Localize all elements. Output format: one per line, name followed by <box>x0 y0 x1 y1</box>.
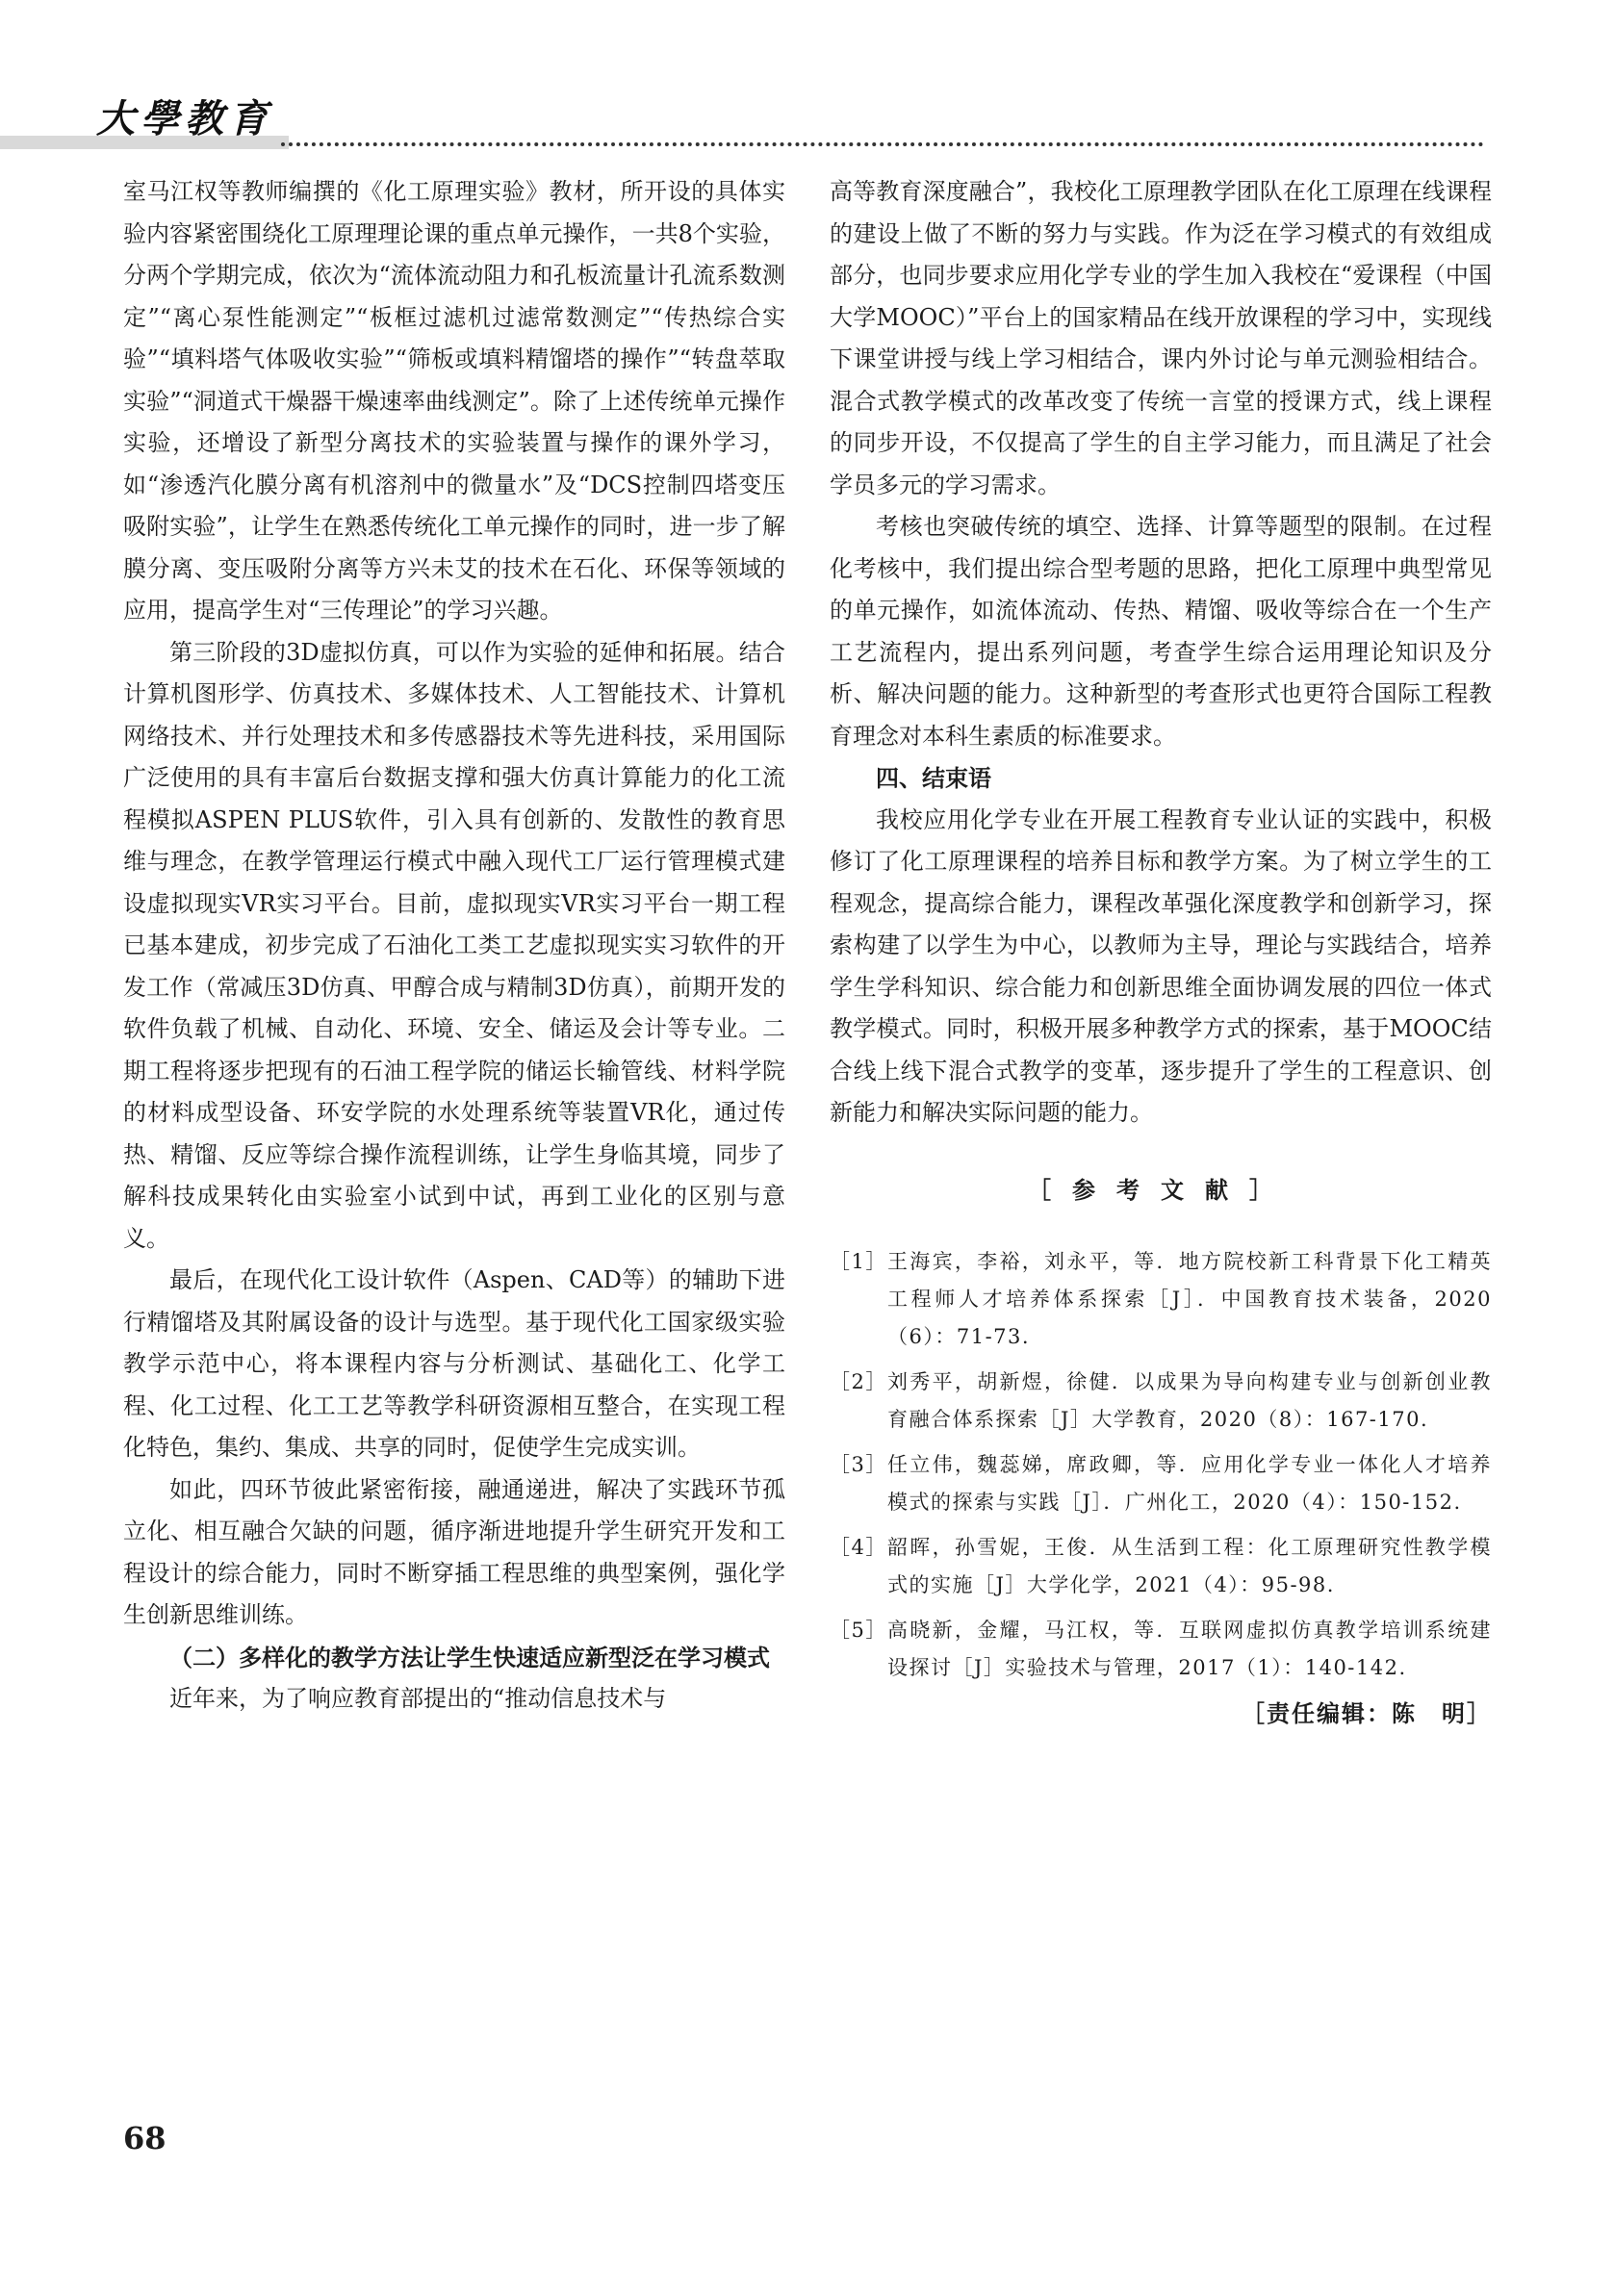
left-paragraph-1: 室马江权等教师编撰的《化工原理实验》教材，所开设的具体实验内容紧密围绕化工原理理论课的重点单元操作，一共8个实验，分两个学期完成，依次为“流体流动阻力和孔板流量计孔流系数测定”“离心泵性能测定”“板框过滤机过滤常数测定”“传热综合实验”“填料塔气体吸收实验”“筛板或填料精馏塔的操作”“转盘萃取实验”“洞道式干燥器干燥速率曲线测定”。除了上述传统单元操作实验，还增设了新型分离技术的实验装置与操作的课外学习，如“渗透汽化膜分离有机溶剂中的微量水”及“DCS控制四塔变压吸附实验”，让学生在熟悉传统化工单元操作的同时，进一步了解膜分离、变压吸附分离等方兴未艾的技术在石化、环保等领域的应用，提高学生对“三传理论”的学习兴趣。 <box>123 178 785 624</box>
right-paragraph-1: 高等教育深度融合”，我校化工原理教学团队在化工原理在线课程的建设上做了不断的努力与实践。作为泛在学习模式的有效组成部分，也同步要求应用化学专业的学生加入我校在“爱课程（中国大学MOOC）”平台上的国家精品在线开放课程的学习中，实现线下课堂讲授与线上学习相结合，课内外讨论与单元测验相结合。混合式教学模式的改革改变了传统一言堂的授课方式，线上课程的同步开设，不仅提高了学生的自主学习能力，而且满足了社会学员多元的学习需求。 <box>830 178 1492 498</box>
reference-text: 任立伟，魏蕊娣，席政卿，等．应用化学专业一体化人才培养模式的探索与实践［J］．广州化工，2020（4）：150-152. <box>887 1452 1492 1514</box>
right-paragraph-2: 考核也突破传统的填空、选择、计算等题型的限制。在过程化考核中，我们提出综合型考题的思路，把化工原理中典型常见的单元操作，如流体流动、传热、精馏、吸收等综合在一个生产工艺流程内，提出系列问题，考查学生综合运用理论知识及分析、解决问题的能力。这种新型的考查形式也更符合国际工程教育理念对本科生素质的标准要求。 <box>830 513 1492 750</box>
subsection-heading: （二）多样化的教学方法让学生快速适应新型泛在学习模式 <box>169 1643 770 1671</box>
reference-item <box>830 1446 1492 1521</box>
page-number: 68 <box>123 2120 167 2156</box>
reference-text: 韶晖，孙雪妮，王俊．从生活到工程：化工原理研究性教学模式的实施［J］大学化学，2021（4）：95-98. <box>887 1535 1492 1596</box>
reference-item <box>830 1243 1492 1356</box>
reference-text: 刘秀平，胡新煜，徐健．以成果为导向构建专业与创新创业教育融合体系探索［J］大学教育，2020（8）：167-170. <box>887 1369 1492 1431</box>
masthead <box>0 89 1614 146</box>
left-column <box>123 171 785 2057</box>
reference-number: ［1］ <box>830 1249 887 1273</box>
header-dotted-rule <box>281 142 1484 146</box>
reference-item <box>830 1529 1492 1604</box>
left-paragraph-5: 近年来，为了响应教育部提出的“推动信息技术与 <box>169 1685 667 1712</box>
references-title: ［参考文献］ <box>1028 1175 1294 1204</box>
reference-number: ［5］ <box>830 1618 887 1642</box>
reference-number: ［4］ <box>830 1535 887 1559</box>
reference-text: 王海宾，李裕，刘永平，等．地方院校新工科背景下化工精英工程师人才培养体系探索［J］．中国教育技术装备，2020（6）：71-73. <box>887 1249 1492 1348</box>
left-paragraph-3: 最后，在现代化工设计软件（Aspen、CAD等）的辅助下进行精馏塔及其附属设备的设计与选型。基于现代化工国家级实验教学示范中心，将本课程内容与分析测试、基础化工、化学工程、化工过程、化工工艺等教学科研资源相互整合，在实现工程化特色，集约、集成、共享的同时，促使学生完成实训。 <box>123 1266 785 1461</box>
left-paragraph-2: 第三阶段的3D虚拟仿真，可以作为实验的延伸和拓展。结合计算机图形学、仿真技术、多媒体技术、人工智能技术、计算机网络技术、并行处理技术和多传感器技术等先进科技，采用国际广泛使用的具有丰富后台数据支撑和强大仿真计算能力的化工流程模拟ASPEN PLUS软件，引入具有创新的、发散性的教育思维与理念，在教学管理运行模式中融入现代工厂运行管理模式建设虚拟现实VR实习平台。目前，虚拟现实VR实习平台一期工程已基本建成，初步完成了石油化工类工艺虚拟现实实习软件的开发工作（常减压3D仿真、甲醇合成与精制3D仿真），前期开发的软件负载了机械、自动化、环境、安全、储运及会计等专业。二期工程将逐步把现有的石油工程学院的储运长输管线、材料学院的材料成型设备、环安学院的水处理系统等装置VR化，通过传热、精馏、反应等综合操作流程训练，让学生身临其境，同步了解科技成果转化由实验室小试到中试，再到工业化的区别与意义。 <box>123 638 785 1252</box>
reference-item <box>830 1364 1492 1439</box>
journal-name: 大學教育 <box>96 96 273 141</box>
left-paragraph-4: 如此，四环节彼此紧密衔接，融通递进，解决了实践环节孤立化、相互融合欠缺的问题，循序渐进地提升学生研究开发和工程设计的综合能力，同时不断穿插工程思维的典型案例，强化学生创新思维训练。 <box>123 1475 785 1628</box>
section-heading-conclusion: 四、结束语 <box>876 764 991 792</box>
reference-item <box>830 1612 1492 1687</box>
reference-text: 高晓新，金耀，马江权，等．互联网虚拟仿真教学培训系统建设探讨［J］实验技术与管理，2017（1）：140-142. <box>887 1618 1492 1679</box>
reference-number: ［3］ <box>830 1452 887 1476</box>
right-column <box>830 171 1492 2057</box>
responsible-editor: ［责任编辑：陈 明］ <box>1242 1698 1492 1727</box>
right-paragraph-3: 我校应用化学专业在开展工程教育专业认证的实践中，积极修订了化工原理课程的培养目标和教学方案。为了树立学生的工程观念，提高综合能力，课程改革强化深度教学和创新学习，探索构建了以学生为中心，以教师为主导，理论与实践结合，培养学生学科知识、综合能力和创新思维全面协调发展的四位一体式教学模式。同时，积极开展多种教学方式的探索，基于MOOC结合线上线下混合式教学的变革，逐步提升了学生的工程意识、创新能力和解决实际问题的能力。 <box>830 805 1492 1126</box>
reference-number: ［2］ <box>830 1369 887 1393</box>
